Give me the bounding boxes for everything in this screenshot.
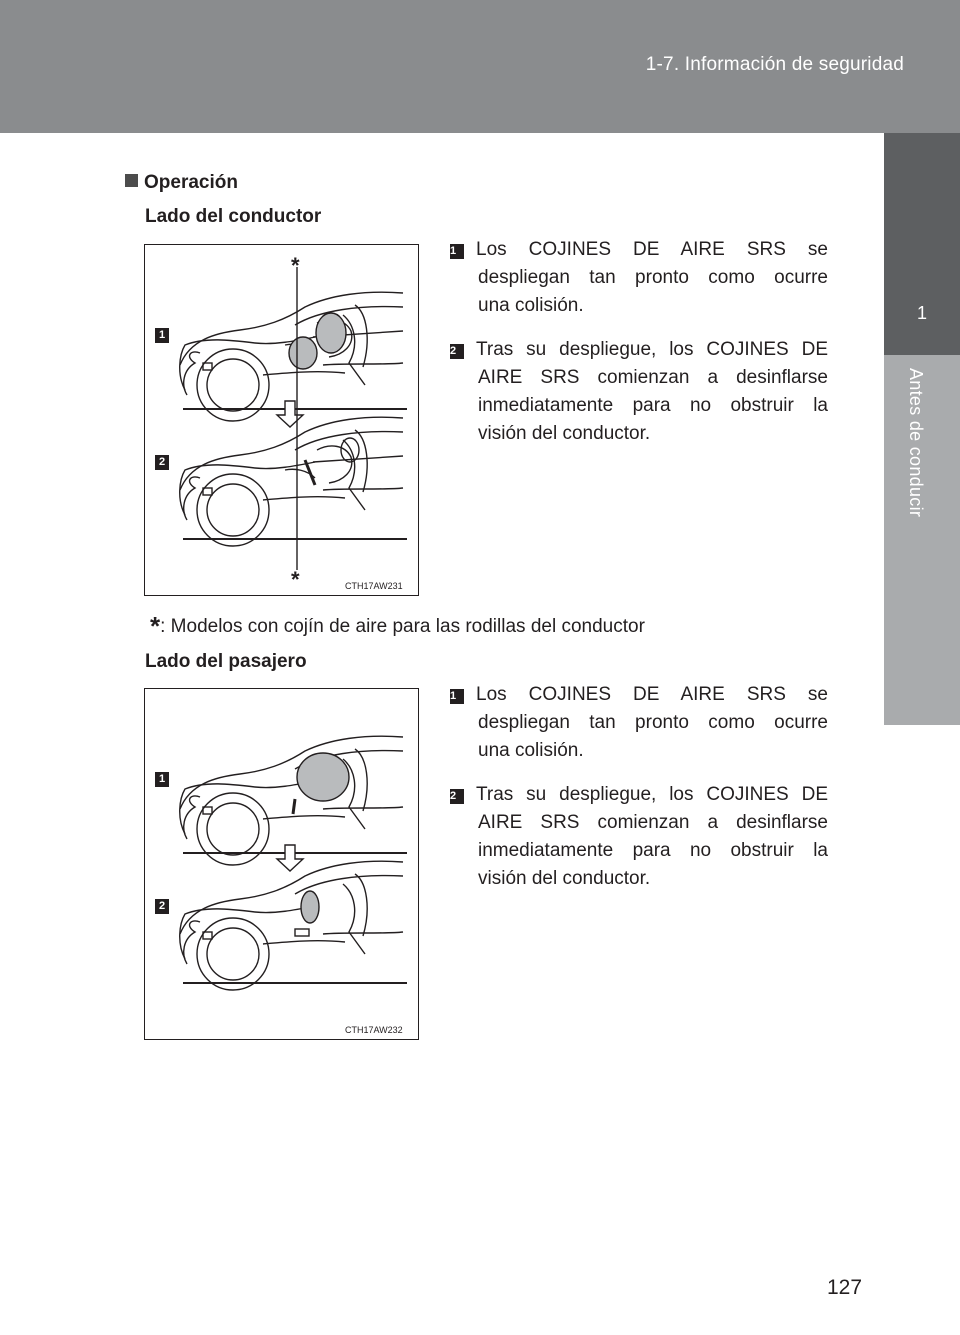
chapter-label: Antes de conducir (906, 368, 926, 518)
figure-label-2: 2 (155, 455, 169, 470)
figure-label-2: 2 (155, 899, 169, 914)
number-badge-2: 2 (450, 789, 464, 804)
figure-label-1: 1 (155, 328, 169, 343)
chapter-number: 1 (916, 303, 927, 323)
driver-figure (144, 244, 419, 596)
driver-side-title: Lado del conductor (145, 206, 322, 227)
section-heading: Operación (125, 172, 238, 194)
passenger-item-1: 1 Los COJINES DE AIRE SRS se despliegan tan pronto como ocurre una colisión. (450, 684, 828, 761)
footnote: *: Modelos con cojín de aire para las rodillas del conductor (150, 611, 645, 641)
driver-item-2: 2 Tras su despliegue, los COJINES DE AIRE SRS comienzan a desinflarse inmediatamente para no obstruir la visión del conductor. (450, 339, 828, 444)
figure-code: CTH17AW232 (345, 1025, 403, 1035)
page-header (0, 0, 960, 133)
page-number: 127 (827, 1276, 863, 1299)
number-badge-1: 1 (450, 244, 464, 259)
passenger-item-2: 2 Tras su despliegue, los COJINES DE AIRE SRS comienzan a desinflarse inmediatamente para no obstruir la visión del conductor. (450, 784, 828, 889)
driver-item-1: 1 Los COJINES DE AIRE SRS se despliegan tan pronto como ocurre una colisión. (450, 239, 828, 316)
figure-label-1: 1 (155, 772, 169, 787)
figure-star-bottom: * (291, 567, 300, 592)
figure-code: CTH17AW231 (345, 581, 403, 591)
passenger-airbag-illustration (145, 689, 418, 1039)
chapter-tab (884, 133, 960, 355)
driver-description (450, 236, 828, 464)
square-bullet-icon (125, 174, 138, 187)
driver-airbag-illustration (145, 245, 418, 595)
figure-star-top: * (291, 253, 300, 278)
number-badge-1: 1 (450, 689, 464, 704)
section-title: 1-7. Información de seguridad (645, 54, 904, 75)
number-badge-2: 2 (450, 344, 464, 359)
passenger-figure (144, 688, 419, 1040)
passenger-side-title: Lado del pasajero (145, 651, 307, 672)
passenger-description (450, 681, 828, 909)
